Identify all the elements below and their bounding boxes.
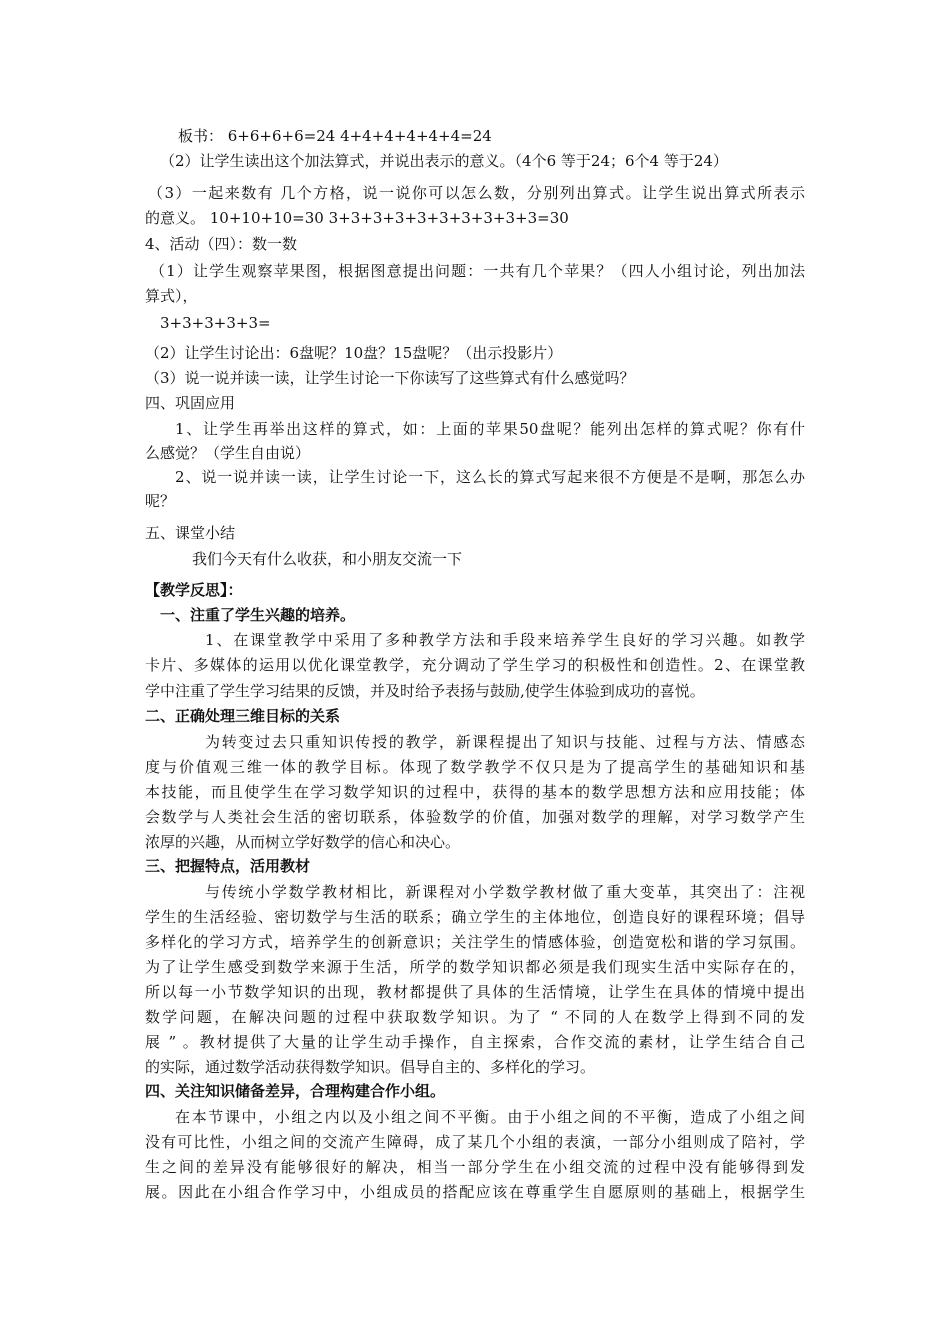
text-line: 么感觉？（学生自由说）: [145, 444, 311, 462]
text-line: 的实际，通过数学活动获得数学知识。倡导自主的、多样化的学习。: [145, 1058, 596, 1076]
subsection-heading: 一、注重了学生兴趣的培养。: [160, 606, 356, 624]
text-line: （2）让学生读出这个加法算式，并说出表示的意义。（4个6 等于24；6个4 等于24）: [160, 152, 728, 170]
text-line: 多样化的学习方式，培养学生的创新意识；关注学生的情感体验，创造宽松和谐的学习氛围。: [145, 933, 805, 951]
text-line: 1、在课堂教学中采用了多种教学方法和手段来培养学生良好的学习兴趣。如教学: [205, 631, 805, 649]
text-line: 展 ” 。教材提供了大量的让学生动手操作，自主探索，合作交流的素材，让学生结合自己: [145, 1033, 805, 1051]
text-line: 数学问题，在解决问题的过程中获取数学知识。为了 “ 不同的人在数学上得到不同的发: [145, 1008, 805, 1026]
text-line: 浓厚的兴趣，从而树立学好数学的信心和决心。: [145, 833, 461, 851]
text-line: （1）让学生观察苹果图，根据图意提出问题：一共有几个苹果？（四人小组讨论，列出加法: [150, 262, 805, 280]
reflection-heading: 【教学反思】：: [145, 581, 243, 599]
text-line: 没有可比性，小组之间的交流产生障碍，成了某几个小组的表演，一部分小组则成了陪衬，学: [145, 1133, 805, 1151]
text-line: 的意义。 10+10+10=30 3+3+3+3+3+3+3+3+3+3=30: [145, 209, 569, 227]
text-line: 与传统小学数学教材相比，新课程对小学数学教材做了重大变革，其突出了：注视: [205, 883, 805, 901]
text-line: 卡片、多媒体的运用以优化课堂教学，充分调动了学生学习的积极性和创造性。2、在课堂教: [145, 656, 805, 674]
board-writing-line: 板书： 6+6+6+6=24 4+4+4+4+4+4=24: [178, 127, 492, 145]
formula-line: 3+3+3+3+3=: [160, 314, 271, 332]
text-line: 为了让学生感受到数学来源于生活，所学的数学知识都必须是我们现实生活中实际存在的，: [145, 958, 805, 976]
text-line: （3）一起来数有 几个方格，说一说你可以怎么数，分别列出算式。让学生说出算式所表示: [148, 184, 805, 202]
subsection-heading: 二、正确处理三维目标的关系: [145, 707, 341, 725]
text-line: 2、说一说并读一读，让学生讨论一下，这么长的算式写起来很不方便是不是啊，那怎么办: [175, 468, 805, 486]
section-heading: 四、巩固应用: [145, 394, 236, 412]
text-line: （3）说一说并读一读，让学生讨论一下你读写了这些算式有什么感觉吗？: [145, 369, 635, 387]
text-line: 呢？: [145, 492, 176, 510]
text-line: 生之间的差异没有能够很好的解决，相当一部分学生在小组交流的过程中没有能够得到发: [145, 1158, 805, 1176]
subsection-heading: 三、把握特点，活用教材: [145, 857, 311, 875]
text-line: 学生的生活经验、密切数学与生活的联系；确立学生的主体地位，创造良好的课程环境；倡导: [145, 908, 805, 926]
text-line: 本技能，而且使学生在学习数学知识的过程中，获得的基本的数学思想方法和应用技能；体: [145, 783, 805, 801]
section-heading: 五、课堂小结: [145, 524, 236, 542]
text-line: 展。因此在小组合作学习中，小组成员的搭配应该在尊重学生自愿原则的基础上，根据学生: [145, 1183, 805, 1201]
text-line: 会数学与人类社会生活的密切联系，体验数学的价值，加强对数学的理解，对学习数学产生: [145, 808, 805, 826]
text-line: 我们今天有什么收获，和小朋友交流一下: [192, 550, 463, 568]
subsection-heading: 四、关注知识储备差异，合理构建合作小组。: [145, 1082, 446, 1100]
text-line: （2）让学生讨论出：6盘呢？10盘？15盘呢？（出示投影片）: [145, 344, 563, 362]
text-line: 所以每一小节数学知识的出现，教材都提供了具体的生活情境，让学生在具体的情境中提出: [145, 983, 805, 1001]
text-line: 为转变过去只重知识传授的教学，新课程提出了知识与技能、过程与方法、情感态: [205, 733, 805, 751]
text-line: 度与价值观三维一体的教学目标。体现了数学教学不仅只是为了提高学生的基础知识和基: [145, 758, 805, 776]
text-line: 学中注重了学生学习结果的反馈，并及时给予表扬与鼓励,使学生体验到成功的喜悦。: [145, 682, 705, 700]
section-heading: 4、活动（四）：数一数: [145, 235, 298, 253]
text-line: 1、让学生再举出这样的算式，如：上面的苹果50盘呢？能列出怎样的算式呢？你有什: [175, 420, 805, 438]
text-line: 算式），: [145, 287, 198, 305]
text-line: 在本节课中，小组之内以及小组之间不平衡。由于小组之间的不平衡，造成了小组之间: [175, 1108, 805, 1126]
